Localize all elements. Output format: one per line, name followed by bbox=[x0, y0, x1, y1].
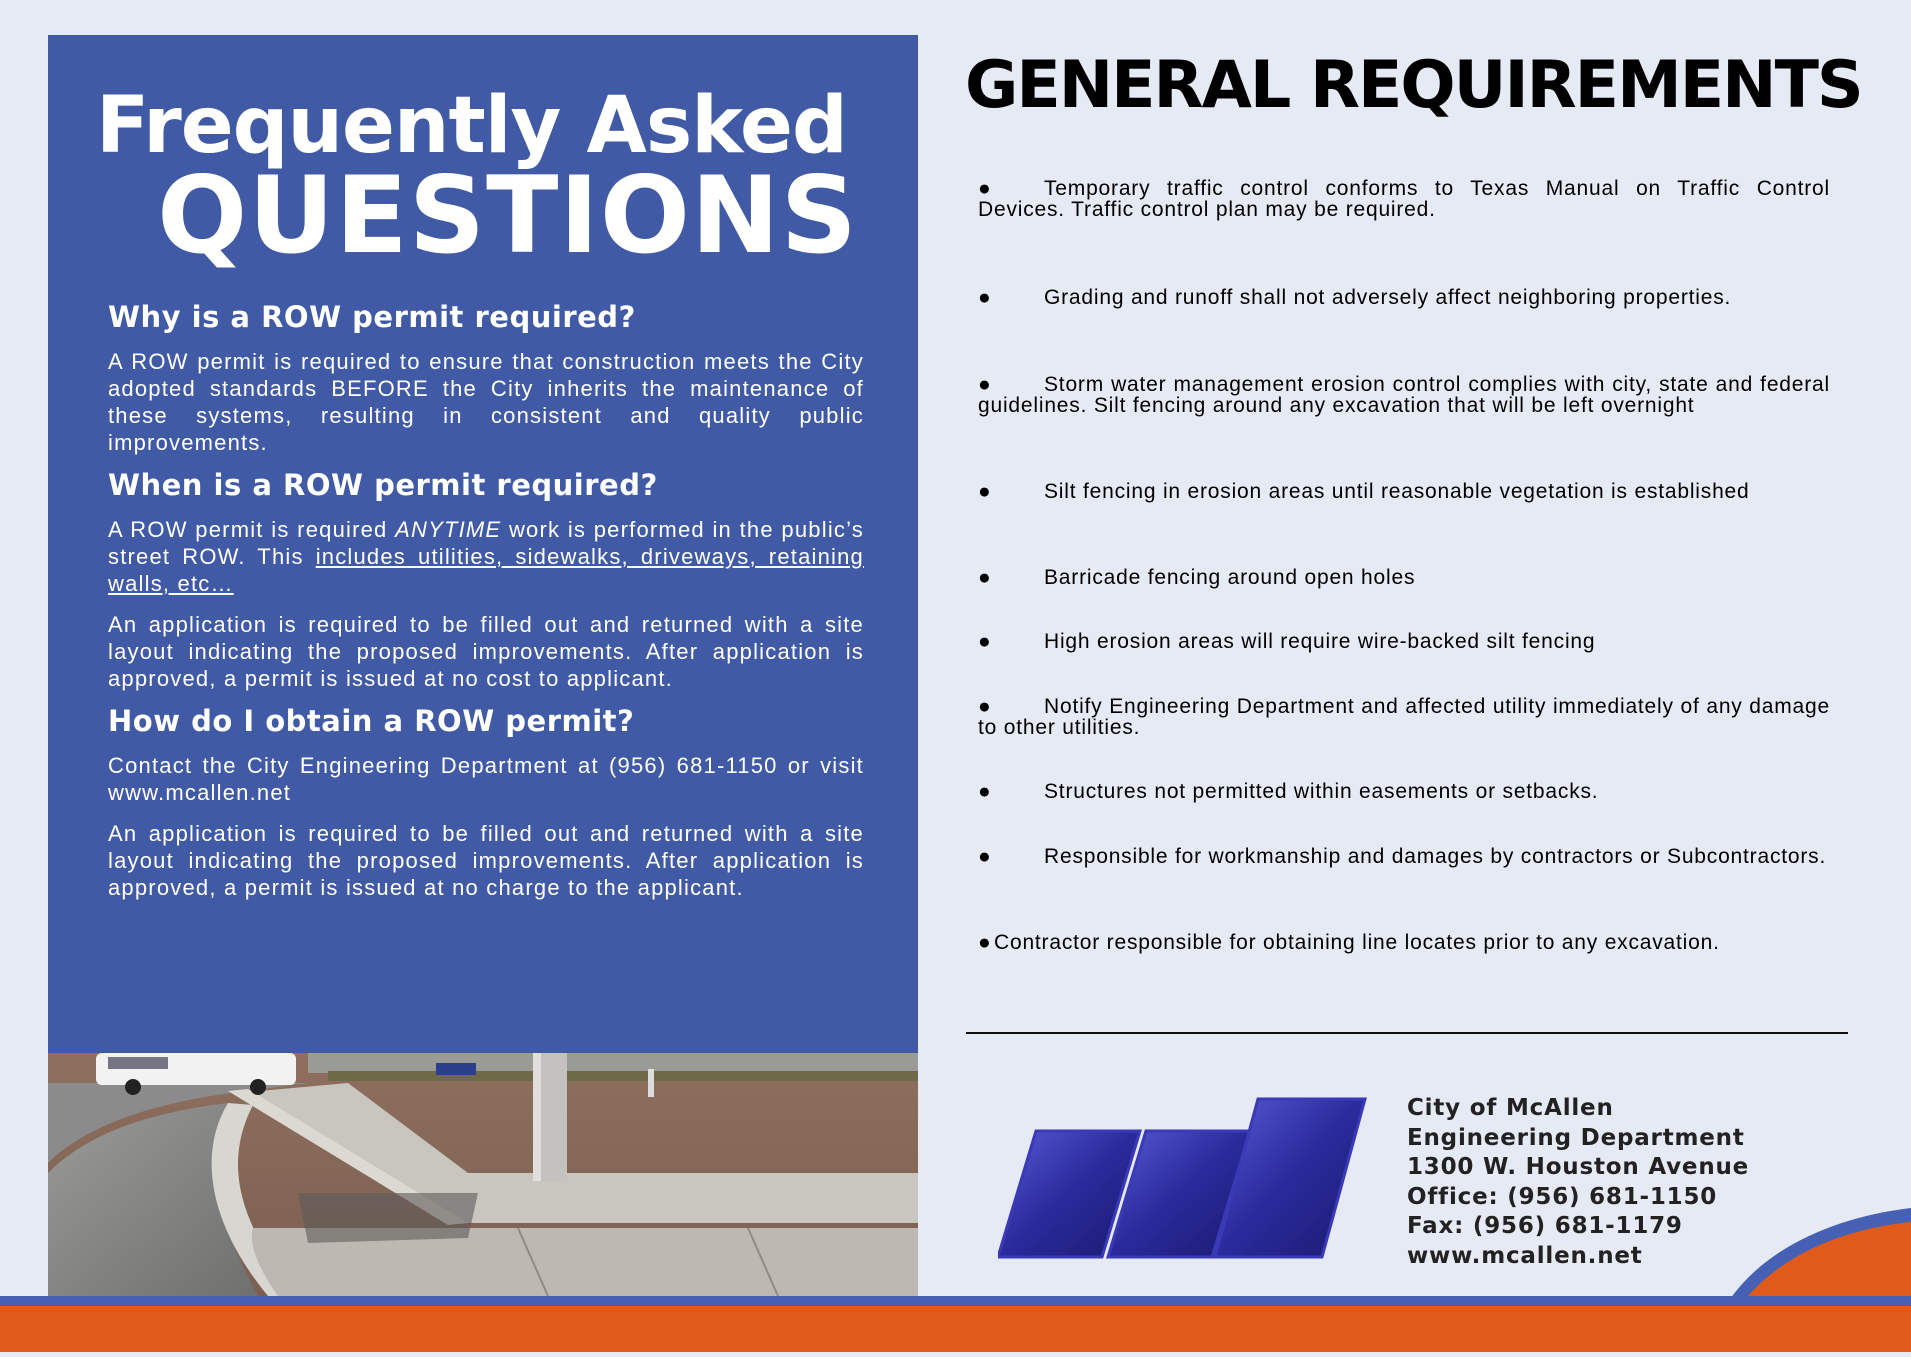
answer-when-underlined: includes utilities, sidewalks, driveways, retaining walls, etc… bbox=[108, 544, 864, 596]
answer-when-text-2: work is performed in the public’s street ROW. This bbox=[108, 517, 864, 569]
list-item bbox=[978, 932, 1830, 953]
requirements-title: GENERAL REQUIREMENTS bbox=[965, 48, 1862, 123]
list-item-text: Responsible for workmanship and damages by contractors or Subcontractors. bbox=[1044, 845, 1827, 868]
contact-department: Engineering Department bbox=[1407, 1124, 1745, 1151]
bullet-icon: ● bbox=[978, 177, 992, 200]
faq-application-info-2: An application is required to be filled out and returned with a site layout indicating the proposed improvements. After application is approved, a permit is issued at no charge to the applicant. bbox=[108, 821, 864, 900]
bottom-decorative-band bbox=[0, 1200, 1911, 1352]
list-item-text: Silt fencing in erosion areas until reasonable vegetation is established bbox=[1044, 480, 1750, 503]
faq-question-when: When is a ROW permit required? bbox=[108, 468, 658, 502]
list-item-text: Structures not permitted within easements or setbacks. bbox=[1044, 780, 1599, 803]
bullet-icon: ● bbox=[978, 286, 992, 309]
bullet-icon: ● bbox=[978, 931, 992, 954]
faq-title-line1: Frequently Asked bbox=[96, 81, 847, 171]
bullet-icon: ● bbox=[978, 566, 992, 589]
list-item-text: Barricade fencing around open holes bbox=[1044, 566, 1416, 589]
bullet-icon: ● bbox=[978, 373, 992, 396]
list-item-text: Temporary traffic control conforms to Texas Manual on Traffic Control Devices. Traffic control plan may be required. bbox=[978, 177, 1830, 221]
bullet-icon: ● bbox=[978, 695, 992, 718]
faq-application-info: An application is required to be filled out and returned with a site layout indicating the proposed improvements. After application is approved, a permit is issued at no cost to applicant. bbox=[108, 612, 864, 691]
faq-answer-why: A ROW permit is required to ensure that construction meets the City adopted standards BEFORE the City inherits the maintenance of these systems, resulting in consistent and quality public improvements. bbox=[108, 349, 864, 455]
list-item bbox=[978, 374, 1830, 416]
answer-when-text-1: A ROW permit is required bbox=[108, 517, 396, 542]
contact-office-phone: Office: (956) 681-1150 bbox=[1407, 1183, 1718, 1210]
bullet-icon: ● bbox=[978, 780, 992, 803]
faq-contact-info: Contact the City Engineering Department at (956) 681-1150 or visit www.mcallen.net bbox=[108, 753, 864, 805]
faq-answer-when bbox=[108, 516, 864, 597]
list-item bbox=[978, 781, 1830, 802]
faq-title-line2: QUESTIONS bbox=[157, 154, 858, 277]
faq-body bbox=[108, 300, 864, 915]
bullet-icon: ● bbox=[978, 845, 992, 868]
contact-city: City of McAllen bbox=[1407, 1095, 1614, 1121]
faq-panel bbox=[48, 35, 918, 1053]
list-item bbox=[978, 631, 1830, 652]
list-item bbox=[978, 287, 1830, 308]
faq-question-how: How do I obtain a ROW permit? bbox=[108, 704, 635, 738]
section-divider bbox=[966, 1032, 1848, 1034]
list-item-text: Grading and runoff shall not adversely affect neighboring properties. bbox=[1044, 286, 1732, 309]
contact-fax: Fax: (956) 681-1179 bbox=[1407, 1213, 1683, 1239]
contact-website: www.mcallen.net bbox=[1407, 1242, 1643, 1269]
list-item-text: Notify Engineering Department and affected utility immediately of any damage to other utilities. bbox=[978, 695, 1830, 739]
answer-when-emphasis: ANYTIME bbox=[395, 517, 502, 542]
list-item bbox=[978, 696, 1830, 738]
bullet-icon: ● bbox=[978, 480, 992, 503]
list-item bbox=[978, 481, 1830, 502]
list-item bbox=[978, 567, 1830, 588]
list-item-text: Storm water management erosion control complies with city, state and federal guidelines. Silt fencing around any excavation that will be left overnight bbox=[978, 373, 1830, 417]
list-item bbox=[978, 846, 1830, 867]
list-item bbox=[978, 178, 1830, 220]
list-item-text: High erosion areas will require wire-backed silt fencing bbox=[1044, 630, 1596, 653]
bullet-icon: ● bbox=[978, 630, 992, 653]
contact-address: 1300 W. Houston Avenue bbox=[1407, 1154, 1750, 1180]
faq-question-why: Why is a ROW permit required? bbox=[108, 300, 636, 334]
list-item-text: Contractor responsible for obtaining line locates prior to any excavation. bbox=[994, 931, 1720, 954]
